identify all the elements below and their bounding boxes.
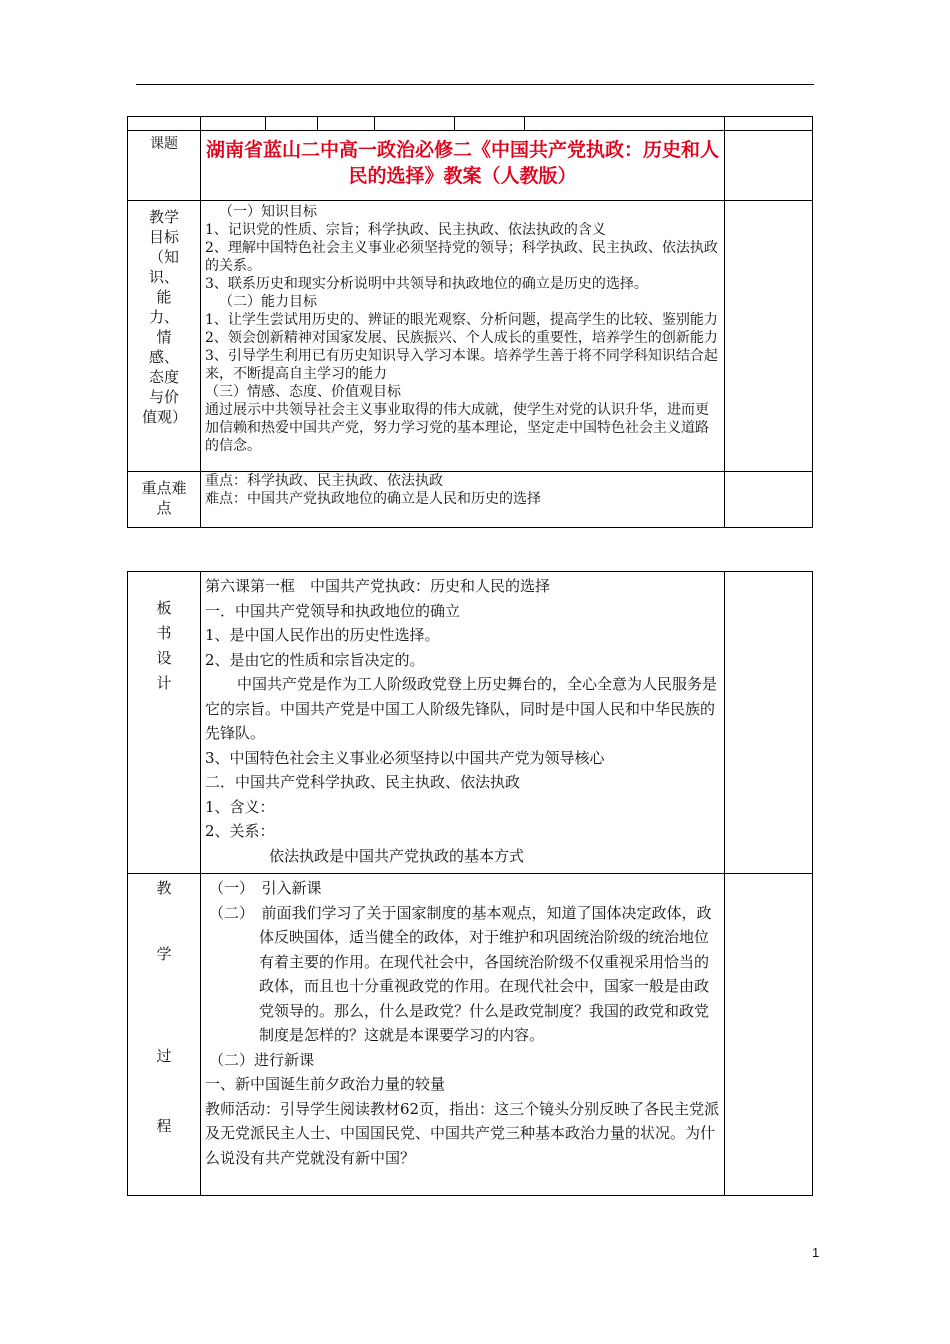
board-label: 板书设计 xyxy=(128,572,201,874)
process-row xyxy=(128,874,813,1196)
objective-item: 3、引导学生利用已有历史知识导入学习本课。培养学生善于将不同学科知识结合起来，不断提高自主学习的能力 xyxy=(205,348,718,382)
objectives-row xyxy=(128,201,813,472)
process-label-char: 学 xyxy=(156,945,172,963)
process-label-char: 教 xyxy=(156,879,172,897)
lesson-info-table xyxy=(127,116,813,528)
board-line: 3、中国特色社会主义事业必须坚持以中国共产党为领导核心 xyxy=(205,748,605,767)
board-design-row xyxy=(128,572,813,874)
key-point: 重点：科学执政、民主执政、依法执政 xyxy=(205,473,443,489)
objectives-heading-1: （一）知识目标 xyxy=(219,204,317,220)
objective-item: 2、领会创新精神对国家发展、民族振兴、个人成长的重要性，培养学生的创新能力 xyxy=(205,330,718,346)
objectives-heading-2: （二）能力目标 xyxy=(219,294,317,310)
page-number: 1 xyxy=(812,1245,820,1260)
keypoints-label: 重点难点 xyxy=(128,472,201,528)
objective-item: 2、理解中国特色社会主义事业必须坚持党的领导；科学执政、民主执政、依法执政的关系。 xyxy=(205,240,718,274)
process-line: 教师活动：引导学生阅读教材62页，指出：这三个镜头分别反映了各民主党派及无党派民主人士、中国国民党、中国共产党三种基本政治力量的状况。为什么说没有共产党就没有新中国？ xyxy=(205,1099,720,1167)
process-line: （二） 前面我们学习了关于国家制度的基本观点，知道了国体决定政体，政体反映国体，适当健全的政体，对于维护和巩固统治阶级的统治地位有着主要的作用。在现代社会中，各国统治阶级不仅重视采用恰当的政体，而且也十分重视政党的作用。在现代社会中，国家一般是由政党领导的。那么，什么是政党？什么是政党制度？我国的政党和政党制度是怎样的？这就是本课要学习的内容。 xyxy=(209,903,712,1044)
objective-item: 3、联系历史和现实分析说明中共领导和执政地位的确立是历史的选择。 xyxy=(205,276,648,292)
difficult-point: 难点：中国共产党执政地位的确立是人民和历史的选择 xyxy=(205,491,541,507)
board-line: 中国共产党是作为工人阶级政党登上历史舞台的，全心全意为人民服务是它的宗旨。中国共产党是中国工人阶级先锋队，同时是中国人民和中华民族的先锋队。 xyxy=(205,675,718,742)
process-line: （二）进行新课 xyxy=(209,1050,315,1069)
board-line: 2、是由它的性质和宗旨决定的。 xyxy=(205,650,425,669)
board-line: 2、关系： xyxy=(205,822,275,840)
header-rule xyxy=(136,84,814,85)
keypoints-content xyxy=(201,472,725,528)
keypoints-row xyxy=(128,472,813,528)
process-line: （一） 引入新课 xyxy=(209,879,322,897)
process-content xyxy=(201,874,725,1196)
objectives-label: 教学目标（知识、能力、情感、态度与价值观） xyxy=(128,201,201,472)
board-line: 一．中国共产党领导和执政地位的确立 xyxy=(205,601,461,620)
process-label xyxy=(128,874,201,1196)
title-row xyxy=(128,131,813,201)
objective-item: 1、记识党的性质、宗旨；科学执政、民主执政、依法执政的含义 xyxy=(205,222,606,238)
blank-header-row xyxy=(128,117,813,131)
teaching-process-table xyxy=(127,571,813,1196)
objective-item: 通过展示中共领导社会主义事业取得的伟大成就，使学生对党的认识升华，进而更加信赖和热爱中国共产党，努力学习党的基本理论，坚定走中国特色社会主义道路的信念。 xyxy=(205,402,709,454)
board-line: 依法执政是中国共产党执政的基本方式 xyxy=(269,846,525,865)
objectives-content xyxy=(201,201,725,472)
objectives-heading-3: （三）情感、态度、价值观目标 xyxy=(205,384,401,400)
board-content xyxy=(201,572,725,874)
process-label-char: 过 xyxy=(156,1047,172,1065)
board-line: 1、是中国人民作出的历史性选择。 xyxy=(205,626,440,644)
title-label: 课题 xyxy=(128,131,201,201)
board-line: 1、含义： xyxy=(205,797,275,816)
process-label-char: 程 xyxy=(156,1117,172,1135)
board-line: 第六课第一框 中国共产党执政：历史和人民的选择 xyxy=(205,577,551,595)
lesson-title: 湖南省蓝山二中高一政治必修二《中国共产党执政：历史和人民的选择》教案（人教版） xyxy=(201,131,725,201)
objective-item: 1、让学生尝试用历史的、辨证的眼光观察、分析问题，提高学生的比较、鉴别能力 xyxy=(205,312,718,328)
process-line: 一、新中国诞生前夕政治力量的较量 xyxy=(205,1075,446,1093)
board-line: 二．中国共产党科学执政、民主执政、依法执政 xyxy=(205,773,521,791)
